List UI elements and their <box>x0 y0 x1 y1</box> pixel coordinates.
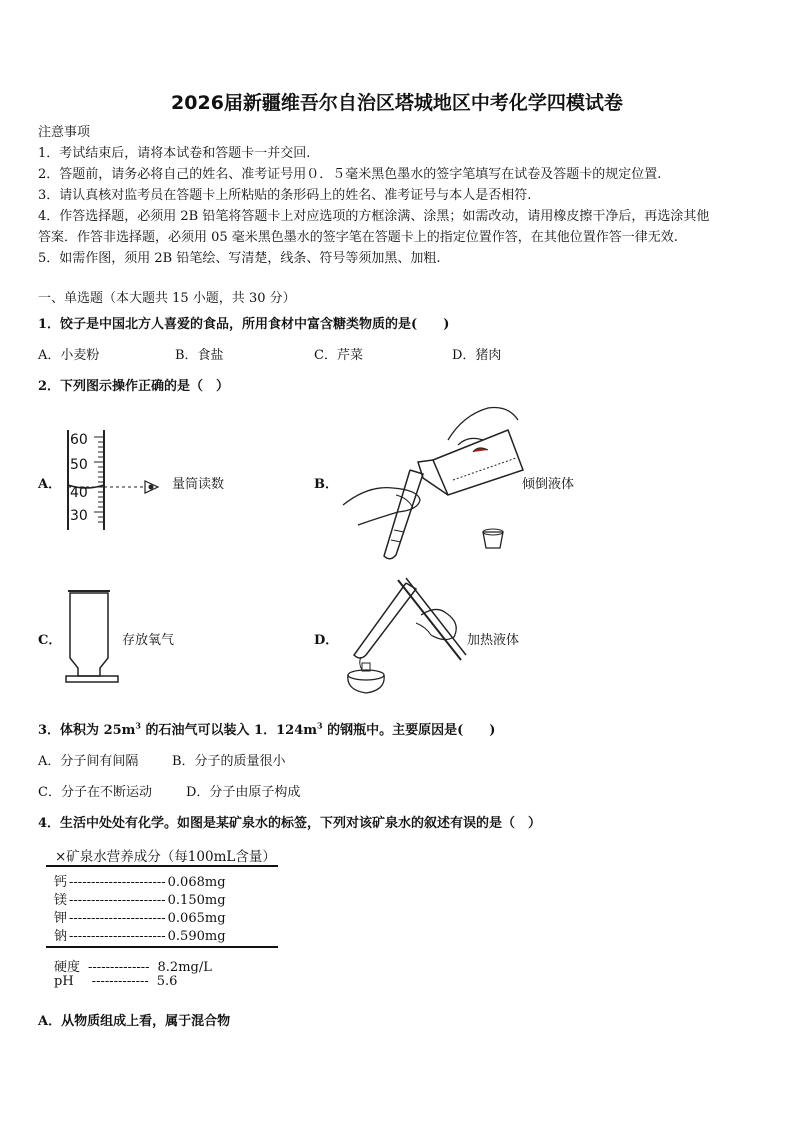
notice-item: 1．考试结束后，请将本试卷和答题卡一并交回. <box>38 146 311 161</box>
q2-option-a-caption: 量筒读数 <box>172 477 225 492</box>
question-1-stem: 1．饺子是中国北方人喜爱的食品，所用食材中富含糖类物质的是( ) <box>38 317 450 332</box>
q3-option-a: A．分子间有间隔 <box>38 754 139 769</box>
label-row: 钙 ---------------------- 0.068mg <box>54 875 226 890</box>
q2-option-b-letter: B． <box>314 477 338 492</box>
label-divider <box>46 946 278 948</box>
heating-liquid-figure <box>336 575 471 700</box>
q1-option-a: A．小麦粉 <box>38 348 100 363</box>
notice-item: 5．如需作图，须用 2B 铅笔绘、写清楚，线条、符号等须加黑、加粗. <box>38 251 441 266</box>
notice-item: 答案．作答非选择题，必须用 05 毫米黑色墨水的签字笔在答题卡上的指定位置作答，在其他位置作答一律无效. <box>38 230 678 245</box>
q2-option-d-caption: 加热液体 <box>467 633 520 648</box>
section-heading: 一、单选题（本大题共 15 小题，共 30 分） <box>38 291 296 306</box>
q2-option-c-caption: 存放氧气 <box>122 633 175 648</box>
cylinder-tick-40: 40 <box>70 485 88 501</box>
q3-option-b: B．分子的质量很小 <box>172 754 286 769</box>
q1-option-b: B．食盐 <box>175 348 224 363</box>
q3-option-c: C．分子在不断运动 <box>38 785 152 800</box>
gas-jar-figure <box>60 588 130 688</box>
label-row: 钠 ---------------------- 0.590mg <box>54 929 226 944</box>
notice-item: 2．答题前，请务必将自己的姓名、准考证号用０．５毫米黑色墨水的签字笔填写在试卷及答题卡的规定位置. <box>38 167 662 182</box>
label-row: 镁 ---------------------- 0.150mg <box>54 893 226 908</box>
q2-option-d-letter: D． <box>314 633 339 648</box>
question-4-stem: 4．生活中处处有化学。如图是某矿泉水的标签，下列对该矿泉水的叙述有误的是（ ） <box>38 816 542 831</box>
q1-option-c: C．芹菜 <box>314 348 363 363</box>
label-row: pH ------------- 5.6 <box>54 974 178 989</box>
label-row: 硬度 -------------- 8.2mg/L <box>54 960 212 975</box>
notice-item: 3．请认真核对监考员在答题卡上所粘贴的条形码上的姓名、准考证号与本人是否相符. <box>38 188 532 203</box>
q2-option-c-letter: C． <box>38 633 62 648</box>
page-title: 2026届新疆维吾尔自治区塔城地区中考化学四模试卷 <box>171 92 623 114</box>
mineral-label-heading: ×矿泉水营养成分（每100mL含量） <box>55 849 276 865</box>
label-row: 钾 ---------------------- 0.065mg <box>54 911 226 926</box>
question-3-stem: 3．体积为 $25m^3$ 的石油气可以装入 1．$124m^3$ 的钢瓶中。主要原因是( ) <box>38 720 496 738</box>
cylinder-tick-50: 50 <box>70 457 88 473</box>
q2-option-b-caption: 倾倒液体 <box>522 477 575 492</box>
q2-option-a-letter: A． <box>38 477 62 492</box>
cylinder-tick-60: 60 <box>70 432 88 448</box>
q4-option-a: A．从物质组成上看，属于混合物 <box>38 1014 231 1029</box>
notice-item: 4．作答选择题，必须用 2B 铅笔将答题卡上对应选项的方框涂满、涂黑；如需改动，请用橡皮擦干净后，再选涂其他 <box>38 209 710 224</box>
cylinder-tick-30: 30 <box>70 508 88 524</box>
q1-option-d: D．猪肉 <box>452 348 502 363</box>
question-2-stem: 2．下列图示操作正确的是（ ） <box>38 379 230 394</box>
q3-option-d: D．分子由原子构成 <box>186 785 301 800</box>
notice-heading: 注意事项 <box>38 125 91 140</box>
label-divider <box>46 865 278 867</box>
pouring-liquid-figure <box>338 400 528 560</box>
